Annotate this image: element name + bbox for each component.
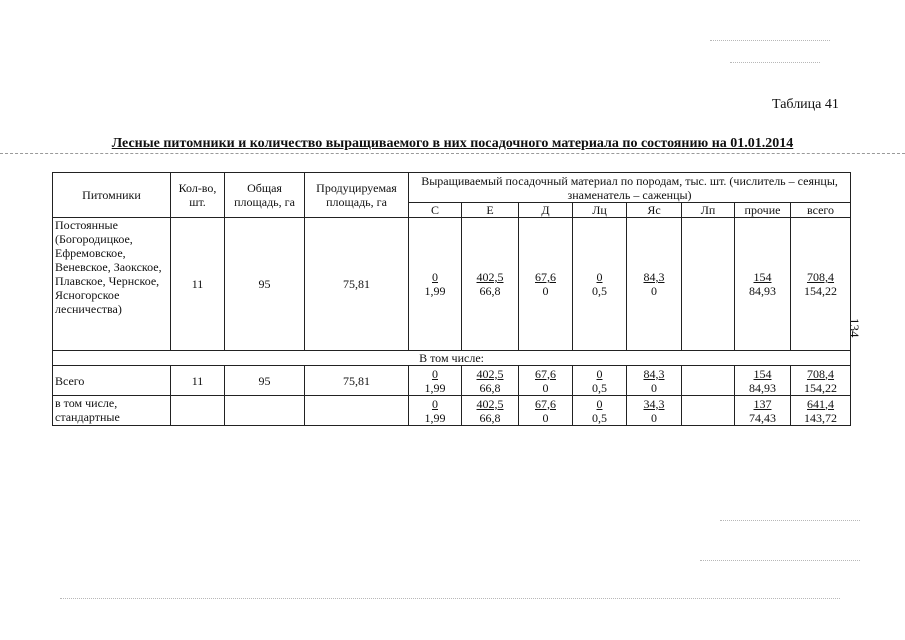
denominator: 0,5 bbox=[592, 284, 607, 298]
row-productive-area bbox=[305, 396, 409, 426]
row-total-area: 95 bbox=[225, 366, 305, 396]
value-cell bbox=[519, 366, 573, 396]
numerator: 34,3 bbox=[643, 396, 665, 411]
subheader-row bbox=[53, 351, 851, 366]
table-number: Таблица 41 bbox=[772, 97, 839, 112]
value-cell bbox=[573, 218, 627, 351]
value-cell bbox=[409, 396, 462, 426]
value-cell bbox=[627, 366, 682, 396]
value-cell bbox=[627, 218, 682, 351]
denominator: 84,93 bbox=[749, 284, 776, 298]
denominator: 0 bbox=[542, 380, 549, 395]
denominator: 1,99 bbox=[424, 380, 446, 395]
row-count: 11 bbox=[171, 218, 225, 351]
denominator: 74,43 bbox=[749, 410, 776, 425]
numerator: 67,6 bbox=[535, 366, 556, 381]
species-header: Лц bbox=[573, 203, 627, 218]
scan-noise bbox=[60, 598, 840, 600]
numerator: 0 bbox=[596, 366, 603, 381]
denominator: 154,22 bbox=[804, 284, 838, 298]
row-total-area bbox=[225, 396, 305, 426]
numerator: 84,3 bbox=[643, 366, 665, 381]
value-cell bbox=[462, 396, 519, 426]
value-cell bbox=[573, 396, 627, 426]
nursery-table bbox=[52, 172, 851, 426]
header-nurseries: Питомники bbox=[53, 173, 171, 218]
subheader: В том числе: bbox=[53, 351, 851, 366]
numerator: 708,4 bbox=[807, 270, 835, 284]
header-total-area: Общая площадь, га bbox=[225, 173, 305, 218]
denominator: 84,93 bbox=[749, 380, 776, 395]
scan-noise bbox=[720, 520, 860, 522]
numerator: 67,6 bbox=[535, 270, 556, 284]
denominator: 0 bbox=[651, 380, 657, 395]
row-total-area: 95 bbox=[225, 218, 305, 351]
scan-dashed-line bbox=[0, 153, 905, 156]
row-count: 11 bbox=[171, 366, 225, 396]
numerator: 67,6 bbox=[535, 396, 556, 411]
scan-noise bbox=[700, 560, 860, 562]
denominator: 143,72 bbox=[804, 410, 838, 425]
header-material: Выращиваемый посадочный материал по породам, тыс. шт. (числитель – сеянцы, знаменатель – саженцы) bbox=[409, 173, 851, 203]
numerator: 402,5 bbox=[476, 396, 504, 411]
numerator: 154 bbox=[753, 270, 772, 284]
value-cell bbox=[735, 396, 791, 426]
species-header: Е bbox=[462, 203, 519, 218]
table-row bbox=[53, 218, 851, 351]
numerator: 708,4 bbox=[807, 366, 835, 381]
table-row bbox=[53, 396, 851, 426]
row-name: в том числе, стандартные bbox=[53, 396, 171, 426]
row-productive-area: 75,81 bbox=[305, 366, 409, 396]
value-cell bbox=[519, 218, 573, 351]
value-cell bbox=[682, 218, 735, 351]
denominator: 0 bbox=[542, 284, 549, 298]
numerator: 641,4 bbox=[807, 396, 835, 411]
denominator: 66,8 bbox=[479, 284, 501, 298]
denominator: 1,99 bbox=[424, 284, 446, 298]
numerator: 84,3 bbox=[643, 270, 665, 284]
value-cell bbox=[791, 366, 851, 396]
value-cell bbox=[735, 218, 791, 351]
denominator: 0 bbox=[542, 410, 549, 425]
value-cell bbox=[409, 218, 462, 351]
row-name: Постоянные (Богородицкое, Ефремовское, Веневское, Заокское, Плавское, Чернское, Ясногорское лесничества) bbox=[53, 218, 171, 351]
value-cell bbox=[791, 396, 851, 426]
page-number: 134 bbox=[847, 318, 862, 338]
denominator: 0 bbox=[651, 284, 657, 298]
value-cell bbox=[573, 366, 627, 396]
value-cell bbox=[682, 366, 735, 396]
denominator: 66,8 bbox=[479, 410, 501, 425]
species-header: Лп bbox=[682, 203, 735, 218]
numerator: 0 bbox=[432, 396, 438, 411]
numerator: 0 bbox=[596, 270, 603, 284]
species-header: Яс bbox=[627, 203, 682, 218]
numerator: 0 bbox=[596, 396, 603, 411]
value-cell bbox=[462, 366, 519, 396]
scan-noise bbox=[710, 40, 830, 42]
numerator: 0 bbox=[432, 270, 438, 284]
numerator: 402,5 bbox=[476, 270, 504, 284]
row-name: Всего bbox=[53, 366, 171, 396]
denominator: 154,22 bbox=[804, 380, 838, 395]
header-count: Кол-во, шт. bbox=[171, 173, 225, 218]
numerator: 137 bbox=[753, 396, 772, 411]
denominator: 0 bbox=[651, 410, 657, 425]
table-row bbox=[53, 366, 851, 396]
denominator: 0,5 bbox=[592, 410, 607, 425]
species-header: прочие bbox=[735, 203, 791, 218]
scan-noise bbox=[730, 62, 820, 64]
value-cell bbox=[627, 396, 682, 426]
row-productive-area: 75,81 bbox=[305, 218, 409, 351]
denominator: 1,99 bbox=[424, 410, 446, 425]
denominator: 0,5 bbox=[592, 380, 607, 395]
species-header: Д bbox=[519, 203, 573, 218]
numerator: 402,5 bbox=[476, 366, 504, 381]
denominator: 66,8 bbox=[479, 380, 501, 395]
numerator: 0 bbox=[432, 366, 438, 381]
value-cell bbox=[791, 218, 851, 351]
row-count bbox=[171, 396, 225, 426]
value-cell bbox=[682, 396, 735, 426]
species-header: С bbox=[409, 203, 462, 218]
value-cell bbox=[409, 366, 462, 396]
value-cell bbox=[519, 396, 573, 426]
numerator: 154 bbox=[753, 366, 772, 381]
header-productive-area: Продуцируемая площадь, га bbox=[305, 173, 409, 218]
species-header: всего bbox=[791, 203, 851, 218]
header-row bbox=[53, 173, 851, 203]
document-title: Лесные питомники и количество выращиваемого в них посадочного материала по состоянию на 01.01.2014 bbox=[111, 136, 794, 151]
value-cell bbox=[735, 366, 791, 396]
value-cell bbox=[462, 218, 519, 351]
